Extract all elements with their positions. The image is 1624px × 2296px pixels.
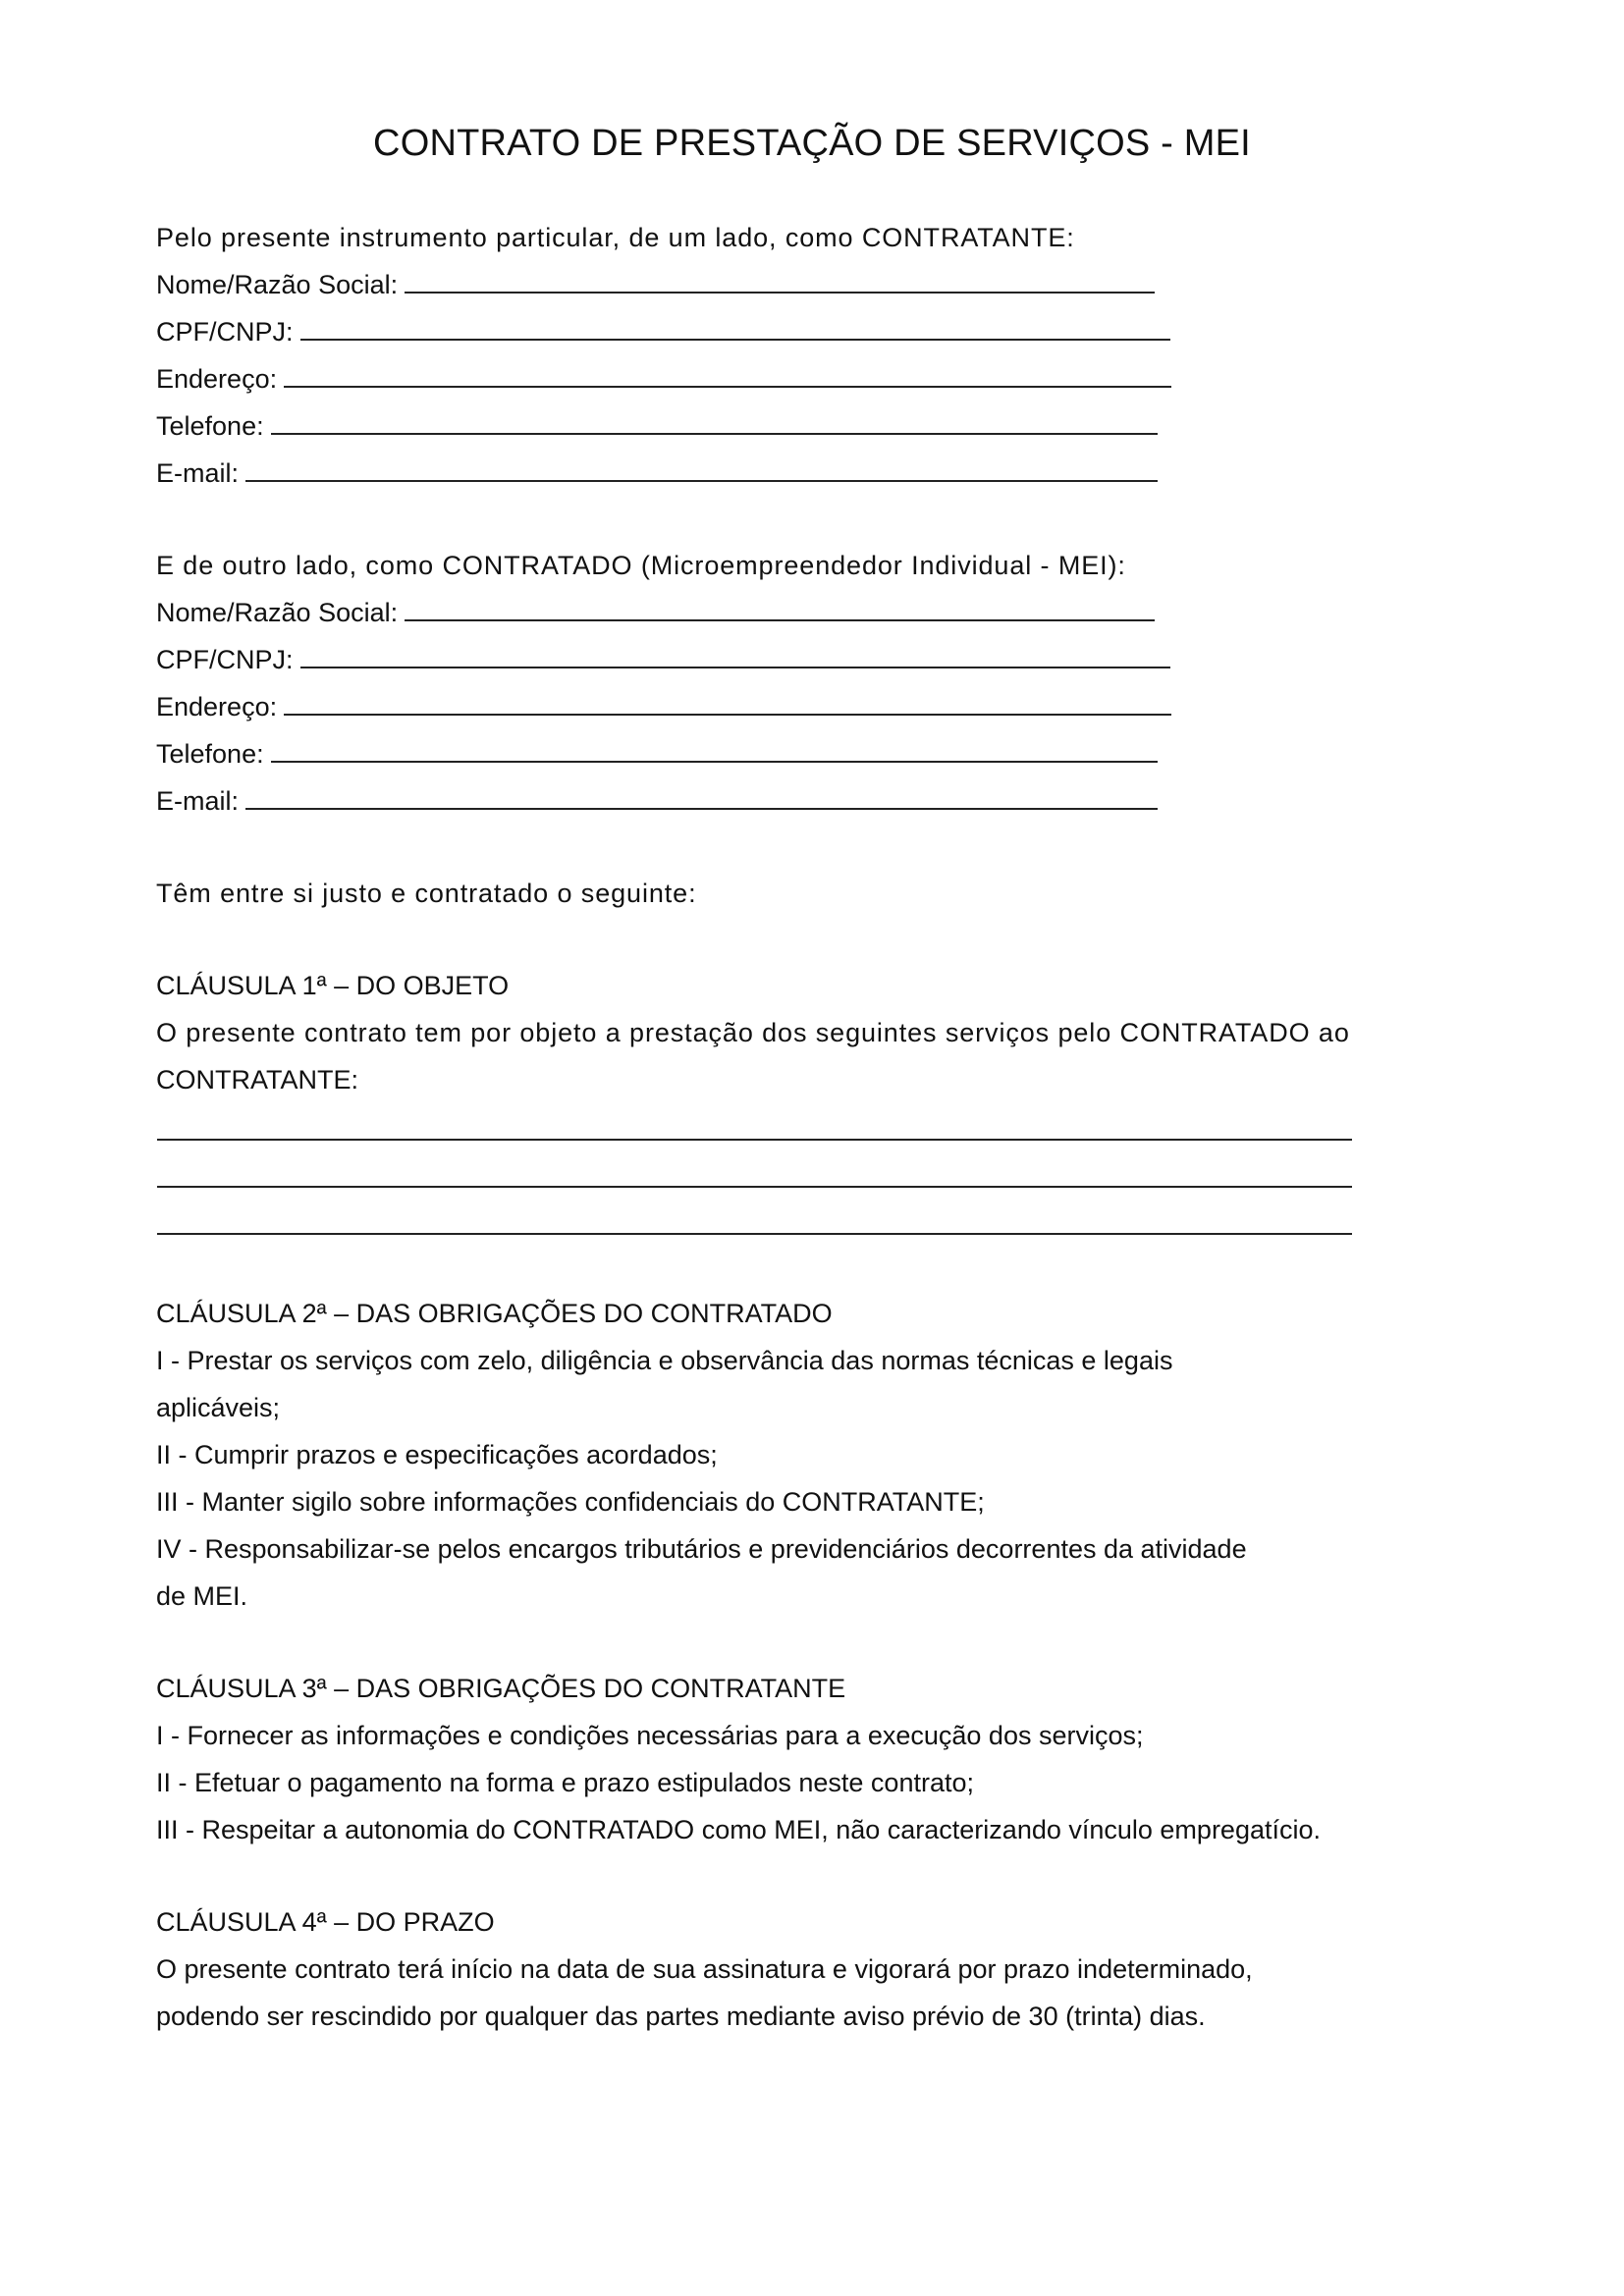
field-label: CPF/CNPJ: bbox=[156, 645, 294, 674]
clausula-2-text-line: de MEI. bbox=[156, 1581, 248, 1611]
field-label: Telefone: bbox=[156, 739, 264, 769]
field-label: Nome/Razão Social: bbox=[156, 270, 399, 299]
clausula-2-text-line: IV - Responsabilizar-se pelos encargos tributários e previdenciários decorrentes da atividade bbox=[156, 1534, 1247, 1564]
objeto-blank-line[interactable] bbox=[157, 1233, 1352, 1235]
clausula-2-text-line: III - Manter sigilo sobre informações confidenciais do CONTRATANTE; bbox=[156, 1487, 985, 1517]
blank-line[interactable] bbox=[271, 735, 1158, 763]
contratante-endereco-field[interactable] bbox=[156, 359, 1171, 399]
objeto-blank-line[interactable] bbox=[157, 1186, 1352, 1188]
field-label: Nome/Razão Social: bbox=[156, 598, 399, 627]
clausula-1-text-line: CONTRATANTE: bbox=[156, 1065, 358, 1095]
clausula-1-text-line: O presente contrato tem por objeto a prestação dos seguintes serviços pelo CONTRATADO ao bbox=[156, 1018, 1350, 1047]
document-title: CONTRATO DE PRESTAÇÃO DE SERVIÇOS - MEI bbox=[373, 123, 1251, 164]
blank-line[interactable] bbox=[245, 782, 1158, 810]
clausula-3-heading: CLÁUSULA 3ª – DAS OBRIGAÇÕES DO CONTRATANTE bbox=[156, 1674, 846, 1703]
clausula-3-text-line: III - Respeitar a autonomia do CONTRATADO como MEI, não caracterizando vínculo empregatício. bbox=[156, 1815, 1321, 1844]
preamble: Têm entre si justo e contratado o seguinte: bbox=[156, 879, 697, 908]
objeto-blank-line[interactable] bbox=[157, 1139, 1352, 1141]
contratado-cpf-field[interactable] bbox=[156, 640, 1170, 679]
contratado-email-field[interactable] bbox=[156, 781, 1158, 821]
contratante-telefone-field[interactable] bbox=[156, 406, 1158, 446]
contratante-email-field[interactable] bbox=[156, 454, 1158, 493]
clausula-1-heading: CLÁUSULA 1ª – DO OBJETO bbox=[156, 971, 510, 1000]
contratante-cpf-field[interactable] bbox=[156, 312, 1170, 351]
blank-line[interactable] bbox=[405, 266, 1155, 294]
blank-line[interactable] bbox=[284, 688, 1171, 716]
contratante-intro: Pelo presente instrumento particular, de um lado, como CONTRATANTE: bbox=[156, 223, 1075, 252]
clausula-2-text-line: aplicáveis; bbox=[156, 1393, 281, 1422]
clausula-2-text-line: I - Prestar os serviços com zelo, diligência e observância das normas técnicas e legais bbox=[156, 1346, 1173, 1375]
clausula-3-text-line: II - Efetuar o pagamento na forma e prazo estipulados neste contrato; bbox=[156, 1768, 974, 1797]
contratante-nome-field[interactable] bbox=[156, 265, 1155, 304]
clausula-4-text-line: podendo ser rescindido por qualquer das partes mediante aviso prévio de 30 (trinta) dias. bbox=[156, 2002, 1206, 2031]
clausula-2-heading: CLÁUSULA 2ª – DAS OBRIGAÇÕES DO CONTRATADO bbox=[156, 1299, 833, 1328]
blank-line[interactable] bbox=[245, 454, 1158, 482]
contratado-endereco-field[interactable] bbox=[156, 687, 1171, 726]
clausula-3-text-line: I - Fornecer as informações e condições necessárias para a execução dos serviços; bbox=[156, 1721, 1144, 1750]
field-label: E-mail: bbox=[156, 458, 240, 488]
blank-line[interactable] bbox=[300, 641, 1170, 668]
blank-line[interactable] bbox=[284, 360, 1171, 388]
field-label: CPF/CNPJ: bbox=[156, 317, 294, 347]
blank-line[interactable] bbox=[271, 407, 1158, 435]
field-label: Endereço: bbox=[156, 364, 278, 394]
contratado-intro: E de outro lado, como CONTRATADO (Microempreendedor Individual - MEI): bbox=[156, 551, 1126, 580]
clausula-4-text-line: O presente contrato terá início na data de sua assinatura e vigorará por prazo indeterminado, bbox=[156, 1954, 1253, 1984]
contratado-telefone-field[interactable] bbox=[156, 734, 1158, 774]
clausula-4-heading: CLÁUSULA 4ª – DO PRAZO bbox=[156, 1907, 495, 1937]
field-label: Endereço: bbox=[156, 692, 278, 721]
field-label: E-mail: bbox=[156, 786, 240, 816]
blank-line[interactable] bbox=[300, 313, 1170, 341]
clausula-2-text-line: II - Cumprir prazos e especificações acordados; bbox=[156, 1440, 718, 1469]
contratado-nome-field[interactable] bbox=[156, 593, 1155, 632]
blank-line[interactable] bbox=[405, 594, 1155, 621]
field-label: Telefone: bbox=[156, 411, 264, 441]
